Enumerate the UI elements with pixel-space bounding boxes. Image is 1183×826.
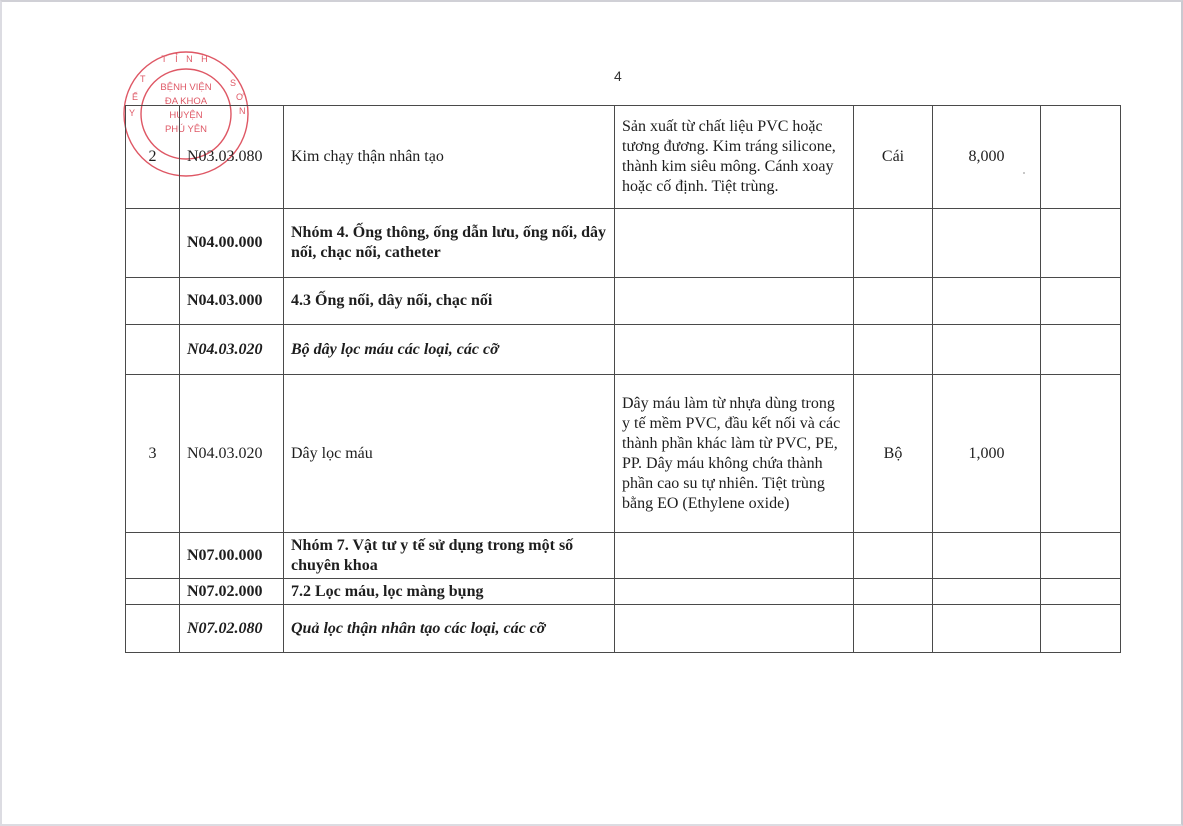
supply-items-table (125, 105, 1121, 653)
svg-text:PHÚ YÊN: PHÚ YÊN (164, 124, 208, 135)
item-name: Bộ dây lọc máu các loại, các cỡ (284, 325, 615, 375)
row-number (126, 579, 180, 605)
item-specification (615, 325, 854, 375)
table-row (126, 533, 1121, 579)
item-unit (854, 209, 933, 278)
item-specification (615, 209, 854, 278)
table-row (126, 579, 1121, 605)
svg-text:T: T (140, 74, 146, 84)
svg-text:Y: Y (129, 108, 136, 118)
svg-text:Ơ: Ơ (236, 92, 244, 102)
item-name: Quả lọc thận nhân tạo các loại, các cỡ (284, 605, 615, 653)
row-number: 3 (126, 375, 180, 533)
item-quantity (933, 605, 1041, 653)
row-number (126, 325, 180, 375)
item-code: N07.02.080 (180, 605, 284, 653)
item-unit (854, 533, 933, 579)
item-name: 7.2 Lọc máu, lọc màng bụng (284, 579, 615, 605)
item-specification (615, 533, 854, 579)
row-number (126, 278, 180, 325)
item-quantity (933, 278, 1041, 325)
item-extra (1041, 533, 1121, 579)
item-code: N07.00.000 (180, 533, 284, 579)
item-code: N04.03.020 (180, 375, 284, 533)
item-specification: Dây máu làm từ nhựa dùng trong y tế mềm PVC, đầu kết nối và các thành phần khác làm từ PVC, PE, PP. Dây máu không chứa thành phần cao su tự nhiên. Tiệt trùng bằng EO (Ethylene oxide) (615, 375, 854, 533)
item-code: N07.02.000 (180, 579, 284, 605)
row-number (126, 533, 180, 579)
item-quantity: 8,000 (933, 106, 1041, 209)
item-name: 4.3 Ống nối, dây nối, chạc nối (284, 278, 615, 325)
table-row (126, 375, 1121, 533)
row-number: 2 (126, 106, 180, 209)
table-row (126, 209, 1121, 278)
item-name: Dây lọc máu (284, 375, 615, 533)
scan-speck (1023, 172, 1025, 174)
item-unit (854, 605, 933, 653)
item-name: Kim chạy thận nhân tạo (284, 106, 615, 209)
item-specification (615, 278, 854, 325)
item-unit (854, 325, 933, 375)
svg-text:T Ỉ N H: T Ỉ N H (161, 54, 211, 64)
item-code: N04.03.020 (180, 325, 284, 375)
row-number (126, 605, 180, 653)
svg-text:HUYỆN: HUYỆN (169, 110, 203, 121)
item-quantity (933, 209, 1041, 278)
table-row (126, 106, 1121, 209)
item-extra (1041, 106, 1121, 209)
item-unit: Cái (854, 106, 933, 209)
item-quantity (933, 579, 1041, 605)
item-extra (1041, 325, 1121, 375)
item-extra (1041, 375, 1121, 533)
table-row (126, 278, 1121, 325)
item-extra (1041, 209, 1121, 278)
item-unit (854, 579, 933, 605)
page-number: 4 (614, 68, 622, 84)
table-row (126, 605, 1121, 653)
row-number (126, 209, 180, 278)
table-row (126, 325, 1121, 375)
item-extra (1041, 278, 1121, 325)
item-extra (1041, 605, 1121, 653)
item-specification (615, 579, 854, 605)
item-quantity (933, 533, 1041, 579)
svg-text:S: S (230, 78, 237, 88)
item-quantity: 1,000 (933, 375, 1041, 533)
item-extra (1041, 579, 1121, 605)
svg-text:ĐA KHOA: ĐA KHOA (164, 96, 208, 107)
item-quantity (933, 325, 1041, 375)
item-code: N04.00.000 (180, 209, 284, 278)
item-specification: Sản xuất từ chất liệu PVC hoặc tương đương. Kim tráng silicone, thành kim siêu mông. Cánh xoay hoặc cố định. Tiệt trùng. (615, 106, 854, 209)
item-specification (615, 605, 854, 653)
svg-text:Ế: Ế (132, 92, 139, 102)
item-name: Nhóm 4. Ống thông, ống dẫn lưu, ống nối, dây nối, chạc nối, catheter (284, 209, 615, 278)
item-code: N04.03.000 (180, 278, 284, 325)
item-unit: Bộ (854, 375, 933, 533)
item-code: N03.03.080 (180, 106, 284, 209)
svg-text:N: N (239, 106, 246, 116)
item-unit (854, 278, 933, 325)
svg-text:BỆNH VIỆN: BỆNH VIỆN (160, 82, 212, 93)
item-name: Nhóm 7. Vật tư y tế sử dụng trong một số chuyên khoa (284, 533, 615, 579)
